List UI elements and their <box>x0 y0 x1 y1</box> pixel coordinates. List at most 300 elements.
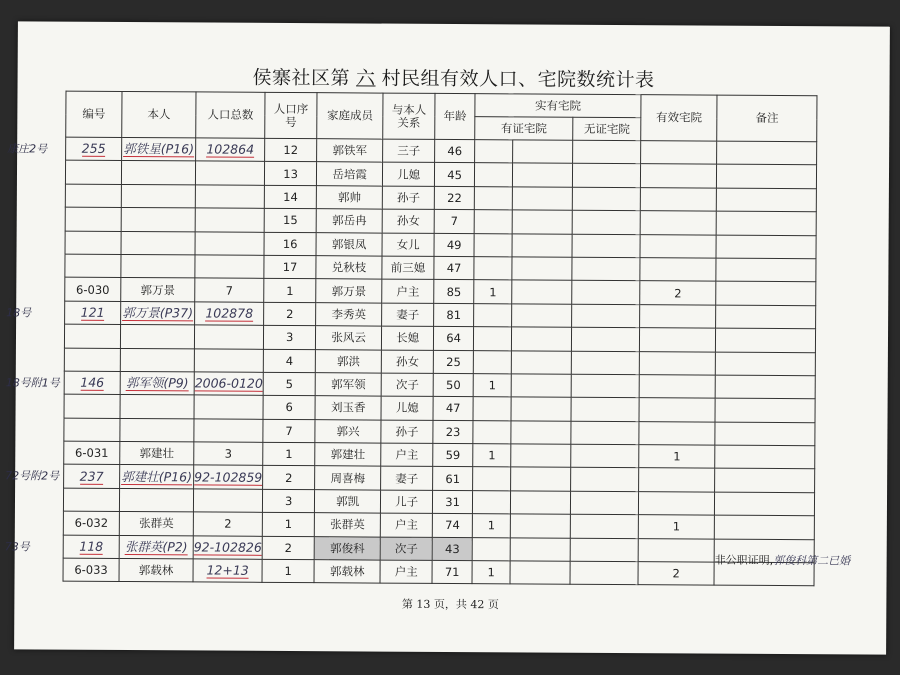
member-text: 张群英 <box>330 517 365 532</box>
relation-text: 妻子 <box>396 307 420 322</box>
cell-code <box>65 207 121 231</box>
age-text: 47 <box>445 401 461 416</box>
relation-text: 次子 <box>395 377 419 392</box>
relation-text: 次子 <box>394 541 418 556</box>
cell-member <box>316 185 382 209</box>
cell-total <box>195 208 264 232</box>
relation-text: 户主 <box>394 518 419 533</box>
member-text: 郭军领 <box>331 377 366 392</box>
cell-seq <box>264 185 316 209</box>
age-text: 71 <box>444 565 460 580</box>
header-code: 编号 <box>66 91 122 137</box>
cell-person <box>121 161 195 185</box>
member-text: 岳培霞 <box>332 166 367 182</box>
cell-person <box>122 137 196 161</box>
member-text: 张风云 <box>331 330 366 345</box>
cell-person <box>121 184 195 208</box>
with_cert-text: 1 <box>487 518 496 533</box>
cell-person <box>119 535 193 559</box>
cell-with-cert <box>474 186 512 210</box>
cell-valid <box>639 445 715 469</box>
cell-without-cert <box>571 351 639 375</box>
age-text: 81 <box>446 307 462 322</box>
seq-text: 1 <box>286 283 294 298</box>
cell-relation <box>381 490 433 514</box>
cell-remark <box>716 211 816 235</box>
cell-remark <box>717 141 817 165</box>
seq-text: 16 <box>282 236 298 251</box>
statistics-table <box>63 91 818 587</box>
cell-pad <box>512 257 572 281</box>
member-text: 郭载林 <box>329 564 365 579</box>
cell-remark <box>715 422 815 446</box>
relation-text: 户主 <box>394 564 418 580</box>
cell-seq <box>262 513 314 537</box>
cell-total <box>194 325 263 349</box>
member-text: 郭帅 <box>337 190 362 205</box>
handwritten-person: 郭铁星(P16) <box>123 141 195 157</box>
cell-total <box>193 512 262 536</box>
cell-total <box>195 185 264 209</box>
relation-text: 三子 <box>397 143 421 158</box>
cell-valid <box>641 164 717 188</box>
cell-age <box>433 397 473 421</box>
cell-age <box>433 490 473 514</box>
cell-age <box>434 327 474 351</box>
cell-person <box>120 325 194 349</box>
handwritten-person: 郭军领(P9) <box>125 375 189 391</box>
header-age: 年龄 <box>435 93 475 139</box>
cell-relation <box>380 537 432 561</box>
cell-without-cert <box>571 374 639 398</box>
header-member: 家庭成员 <box>317 93 383 139</box>
cell-total <box>193 559 262 583</box>
member-text: 郭岳冉 <box>332 213 367 228</box>
seq-text: 1 <box>284 564 292 579</box>
cell-valid <box>638 562 714 586</box>
cell-code <box>63 511 119 535</box>
cell-without-cert <box>571 398 639 422</box>
remark-note <box>715 552 851 569</box>
cell-code <box>64 418 120 442</box>
age-text: 23 <box>445 424 461 439</box>
cell-seq <box>263 349 315 373</box>
cell-total <box>194 395 263 419</box>
age-text: 43 <box>444 541 460 556</box>
header-remark: 备注 <box>717 95 817 142</box>
header-pop-total: 人口总数 <box>196 92 265 138</box>
cell-without-cert <box>573 164 641 188</box>
age-text: 49 <box>446 237 462 252</box>
relation-text: 儿子 <box>395 494 419 509</box>
cell-pad <box>512 187 572 211</box>
page-title <box>18 61 890 93</box>
cell-with-cert <box>474 280 512 304</box>
cell-relation <box>381 373 433 397</box>
cell-member <box>316 326 382 350</box>
seq-text: 4 <box>285 353 294 368</box>
cell-total <box>194 348 263 372</box>
cell-with-cert <box>473 467 511 491</box>
seq-text: 7 <box>285 423 293 438</box>
cell-total <box>194 442 263 466</box>
cell-person <box>120 348 194 372</box>
cell-total <box>195 302 264 326</box>
header-valid-yard: 有效宅院 <box>641 95 717 141</box>
cell-with-cert <box>473 350 511 374</box>
cell-member <box>316 279 382 303</box>
cell-with-cert <box>474 257 512 281</box>
member-text: 郭铁军 <box>332 143 368 158</box>
cell-relation <box>383 139 435 163</box>
seq-text: 3 <box>285 330 294 345</box>
cell-member <box>316 232 382 256</box>
cell-with-cert <box>474 327 512 351</box>
age-text: 64 <box>446 331 461 346</box>
cell-code <box>65 301 121 325</box>
member-text: 周喜梅 <box>330 470 366 486</box>
cell-relation <box>381 420 433 444</box>
cell-remark <box>715 469 815 493</box>
cell-with-cert <box>473 490 511 514</box>
cell-member <box>314 513 380 537</box>
cell-total <box>195 161 264 185</box>
cell-relation <box>382 326 434 350</box>
handwritten-code: 118 <box>79 538 104 554</box>
seq-text: 2 <box>286 306 294 321</box>
cell-relation <box>381 350 433 374</box>
cell-code <box>65 231 121 255</box>
age-text: 7 <box>450 214 459 229</box>
age-text: 59 <box>445 448 461 463</box>
cell-remark <box>715 375 815 399</box>
cell-code <box>65 277 121 301</box>
cell-remark <box>716 305 816 329</box>
member-text: 李秀英 <box>331 307 367 322</box>
cell-with-cert <box>474 233 512 257</box>
cell-relation <box>381 443 433 467</box>
valid-text: 2 <box>672 566 680 581</box>
total-text: 7 <box>225 283 234 298</box>
cell-seq <box>263 489 315 513</box>
person-text: 郭建壮 <box>139 446 175 461</box>
person-text: 郭万景 <box>140 282 176 297</box>
cell-seq <box>264 302 316 326</box>
member-text: 兑秋枝 <box>331 260 367 275</box>
handwritten-total: 102864 <box>206 141 255 157</box>
cell-valid <box>639 492 715 516</box>
cell-seq <box>263 396 315 420</box>
cell-member <box>317 162 383 186</box>
person-text: 郭载林 <box>138 563 174 578</box>
cell-without-cert <box>572 327 640 351</box>
cell-seq <box>264 279 316 303</box>
cell-age <box>433 350 473 374</box>
header-pop-seq: 人口序号 <box>265 92 317 138</box>
cell-code <box>65 254 121 278</box>
group-number: 六 <box>356 67 376 90</box>
margin-address-note: 18号附1号 <box>5 376 60 390</box>
cell-valid <box>639 421 715 445</box>
handwritten-code: 237 <box>79 468 104 484</box>
member-text: 郭洪 <box>336 354 361 369</box>
seq-text: 3 <box>284 494 293 509</box>
cell-age <box>432 537 472 561</box>
cell-without-cert <box>571 468 639 492</box>
cell-relation <box>382 279 434 303</box>
relation-text: 长媳 <box>396 330 420 346</box>
cell-with-cert <box>473 397 511 421</box>
cell-code <box>63 488 119 512</box>
relation-text: 户主 <box>396 284 420 299</box>
seq-text: 2 <box>284 540 293 555</box>
cell-age <box>434 280 474 304</box>
handwritten-total: 12+13 <box>206 562 249 578</box>
with_cert-text: 1 <box>488 378 497 393</box>
cell-age <box>433 373 473 397</box>
valid-text: 1 <box>672 519 681 534</box>
age-text: 85 <box>446 284 462 299</box>
age-text: 46 <box>447 144 463 159</box>
cell-without-cert <box>570 538 638 562</box>
handwritten-total: 102878 <box>205 305 254 321</box>
cell-without-cert <box>570 561 638 585</box>
cell-person <box>120 395 194 419</box>
with_cert-text: 1 <box>489 284 497 299</box>
age-text: 74 <box>445 518 460 533</box>
cell-person <box>120 371 194 395</box>
cell-member <box>317 139 383 163</box>
cell-with-cert <box>472 514 510 538</box>
header-with-cert: 有证宅院 <box>475 117 573 141</box>
cell-without-cert <box>572 234 640 258</box>
cell-pad <box>511 374 571 398</box>
code-text: 6-031 <box>75 445 109 461</box>
handwritten-code: 146 <box>80 374 105 390</box>
cell-pad <box>512 327 572 351</box>
seq-text: 5 <box>285 377 294 392</box>
cell-person <box>121 301 195 325</box>
cell-pad <box>513 163 573 187</box>
cell-person <box>121 254 195 278</box>
cell-code <box>64 441 120 465</box>
member-text: 刘玉香 <box>330 400 366 415</box>
cell-member <box>315 443 381 467</box>
relation-text: 儿媳 <box>397 167 421 182</box>
cell-remark <box>715 492 815 516</box>
cell-member <box>315 396 381 420</box>
margin-address-note: 73号 <box>4 540 30 554</box>
code-text: 6-032 <box>74 516 109 531</box>
cell-valid <box>640 187 716 211</box>
cell-relation <box>381 467 433 491</box>
cell-age <box>435 139 475 163</box>
cell-seq <box>262 559 314 583</box>
cell-remark <box>714 515 814 539</box>
cell-person <box>121 231 195 255</box>
cell-valid <box>639 375 715 399</box>
cell-total <box>194 465 263 489</box>
cell-member <box>316 302 382 326</box>
cell-relation <box>382 233 434 257</box>
cell-with-cert <box>472 537 510 561</box>
cell-seq <box>262 536 314 560</box>
relation-text: 妻子 <box>395 471 419 486</box>
cell-member <box>315 419 381 443</box>
cell-total <box>194 419 263 443</box>
total-text: 3 <box>224 446 233 461</box>
cell-code <box>64 465 120 489</box>
with_cert-text: 1 <box>488 448 496 463</box>
cell-with-cert <box>474 303 512 327</box>
cell-pad <box>510 561 570 585</box>
cell-member <box>315 466 381 490</box>
relation-text: 孙子 <box>395 424 419 439</box>
cell-valid <box>638 538 714 562</box>
relation-text: 孙女 <box>396 214 420 229</box>
margin-address-note: 18号 <box>6 306 32 320</box>
cell-with-cert <box>472 561 510 585</box>
cell-remark <box>716 258 816 282</box>
cell-pad <box>511 467 571 491</box>
handwritten-person: 郭建壮(P16) <box>121 468 193 485</box>
cell-with-cert <box>473 444 511 468</box>
seq-text: 15 <box>282 213 298 228</box>
cell-member <box>315 349 381 373</box>
cell-valid <box>640 304 716 328</box>
cell-remark <box>715 398 815 422</box>
header-actual-yard: 实有宅院 <box>475 94 641 118</box>
margin-address-note: 72号附2号 <box>5 469 60 483</box>
cell-with-cert <box>474 210 512 234</box>
cell-relation <box>382 209 434 233</box>
cell-relation <box>382 186 434 210</box>
cell-relation <box>383 162 435 186</box>
margin-address-note: 康庄2号 <box>7 142 48 156</box>
cell-pad <box>511 421 571 445</box>
cell-total <box>194 372 263 396</box>
cell-without-cert <box>571 444 639 468</box>
cell-member <box>315 373 381 397</box>
cell-person <box>119 488 193 512</box>
relation-text: 孙子 <box>396 190 421 205</box>
cell-seq <box>265 162 317 186</box>
cell-code <box>65 161 121 185</box>
age-text: 50 <box>445 378 461 393</box>
cell-pad <box>512 280 572 304</box>
cell-with-cert <box>475 163 513 187</box>
handwritten-total: 92-102826 <box>193 539 262 555</box>
remark-handwritten: 郭俊科第二已婚 <box>773 553 851 568</box>
seq-text: 14 <box>283 189 298 205</box>
cell-without-cert <box>572 210 640 234</box>
cell-with-cert <box>473 420 511 444</box>
title-suffix: 村民组有效人口、宅院数统计表 <box>381 67 655 92</box>
person-text: 张群英 <box>139 516 174 531</box>
member-text: 郭银凤 <box>331 237 367 252</box>
cell-total <box>193 489 262 513</box>
cell-remark <box>715 445 815 469</box>
cell-member <box>314 536 380 560</box>
member-text: 郭万景 <box>331 283 367 299</box>
relation-text: 前三媳 <box>390 260 426 275</box>
cell-valid <box>641 141 717 165</box>
seq-text: 12 <box>283 143 299 158</box>
cell-code <box>64 348 120 372</box>
cell-age <box>433 420 473 444</box>
cell-with-cert <box>475 140 513 164</box>
cell-valid <box>638 515 714 539</box>
document-sheet <box>4 21 890 654</box>
cell-without-cert <box>572 304 640 328</box>
seq-text: 1 <box>285 447 293 462</box>
cell-person <box>119 512 193 536</box>
cell-age <box>433 443 473 467</box>
cell-relation <box>380 513 432 537</box>
cell-remark <box>715 352 815 376</box>
code-text: 6-030 <box>76 282 110 297</box>
cell-valid <box>639 468 715 492</box>
handwritten-person: 张群英(P2) <box>124 538 188 555</box>
cell-valid <box>640 281 716 305</box>
cell-age <box>432 514 472 538</box>
age-text: 47 <box>446 261 462 276</box>
cell-relation <box>380 560 432 584</box>
cell-seq <box>263 442 315 466</box>
cell-pad <box>511 397 571 421</box>
cell-code <box>63 535 119 559</box>
seq-text: 1 <box>284 517 293 532</box>
cell-pad <box>510 538 570 562</box>
age-text: 25 <box>446 354 461 369</box>
cell-without-cert <box>571 491 639 515</box>
handwritten-code: 255 <box>81 140 106 157</box>
with_cert-text: 1 <box>487 565 495 580</box>
cell-code <box>64 394 120 418</box>
cell-person <box>120 465 194 489</box>
cell-valid <box>639 398 715 422</box>
cell-with-cert <box>473 374 511 398</box>
code-text: 6-033 <box>74 562 108 578</box>
cell-person <box>120 418 194 442</box>
member-text: 郭兴 <box>336 424 360 439</box>
cell-remark <box>716 281 816 305</box>
seq-text: 17 <box>282 260 298 275</box>
cell-pad <box>511 444 571 468</box>
cell-total <box>195 231 264 255</box>
cell-remark <box>717 165 817 189</box>
cell-person <box>119 559 193 583</box>
cell-valid <box>640 258 716 282</box>
cell-valid <box>640 328 716 352</box>
member-text: 郭建壮 <box>330 447 366 462</box>
age-text: 22 <box>447 190 462 206</box>
cell-relation <box>381 396 433 420</box>
seq-text: 2 <box>285 470 293 485</box>
cell-age <box>433 467 473 491</box>
handwritten-total: 2006-0120 <box>194 375 263 391</box>
cell-pad <box>513 140 573 164</box>
cell-total <box>196 138 265 162</box>
cell-without-cert <box>572 257 640 281</box>
cell-member <box>316 256 382 280</box>
age-text: 45 <box>447 167 462 182</box>
cell-code <box>65 184 121 208</box>
seq-text: 6 <box>285 400 293 415</box>
cell-without-cert <box>570 514 638 538</box>
cell-seq <box>265 138 317 162</box>
cell-total <box>193 536 262 560</box>
